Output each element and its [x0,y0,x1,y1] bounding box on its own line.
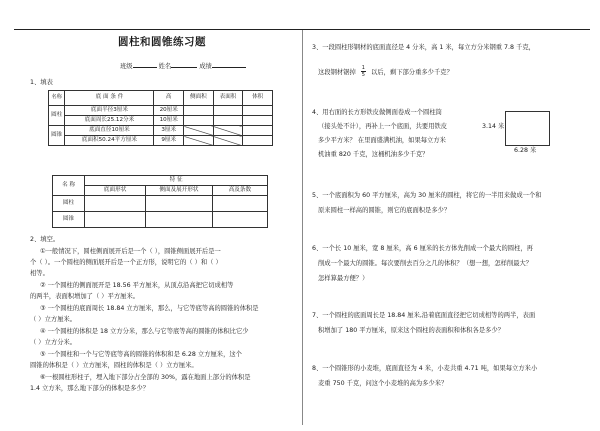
table2-row-cone: 圆锥 [53,212,85,228]
question-8-line2: 麦重 750 千克，问这个小麦堆的高为多少米？ [318,380,448,387]
question-4-line1: 4、用右面的长方形铁皮做侧面卷成一个圆柱筒 [312,109,442,116]
rectangle-sheet [505,111,550,146]
fraction [361,66,366,78]
question-6-line3: 怎样算最方便？） [318,275,369,282]
table-cell: 9厘米 [154,136,184,146]
table-cell: 10厘米 [154,116,184,126]
answer-cell[interactable] [243,116,273,126]
table-features [52,175,268,228]
table2-col-lateral: 侧面及展开形状 [146,186,213,196]
question-3-line2 [318,66,453,78]
table-row [53,196,268,212]
table2-features-label: 特 征 [85,176,268,186]
crossed-cell [184,126,214,136]
question-5-line2: 原来圆柱一样高的圆锥，则它的底面积是多少？ [318,207,451,214]
table-row [49,116,273,126]
fill-line: 的两半，表面积增加了（ ）平方厘米。 [30,293,140,300]
table1-header-lateral: 侧面积 [184,91,214,106]
question-7-line1: 7、一个圆柱的底面周长是 18.84 厘米,沿着底面直径把它切成相等的两半，表面 [312,312,536,319]
table2-col-height: 高及条数 [212,186,267,196]
question-4-line4: 机油重 820 千克，这桶机油多少千克？ [318,151,429,158]
table-row [49,126,273,136]
answer-cell[interactable] [213,116,243,126]
name-blank [171,61,197,68]
fraction-numerator: 1 [361,65,365,71]
question-6-line2: 削成一个最大的圆锥。每次要削去百分之几的体积？（想一想，怎样削最大？ [318,260,533,267]
question-6-line1: 6、一个长 10 厘米，宽 8 厘米，高 6 厘米的长方体先削成一个最大的圆柱，再 [312,245,533,252]
fill-line: 个（ ）。一个圆柱的侧面展开后是一个正方形，说明它的（ ）和（ ） [30,259,222,266]
answer-cell[interactable] [243,136,273,146]
score-label: 成绩 [199,63,212,70]
fill-line: ④ 一个圆柱的体积是 18 立方分米，那么与它等底等高的圆锥的体积比它少 [40,328,249,335]
name-label: 姓名 [158,63,172,70]
question-3-text-a: 这段钢材锯掉 [318,69,356,76]
score-blank [212,61,246,68]
crossed-cell [213,136,243,146]
fill-line: ② 一个圆柱的侧面展开是 18.56 平方厘米，从顶点沿高把它切成相等 [40,282,234,289]
table-cell: 3厘米 [154,126,184,136]
question-7-line2: 积增加了 180 平方厘米，原来这个圆柱的表面积和体积各是多少？ [318,327,505,334]
fill-line: ①一般情况下，圆柱侧面展开后是一个（ ），圆锥侧面展开后是一 [40,248,221,255]
rect-bottom-label: 6.28 米 [514,147,537,154]
table1-header-volume: 体积 [243,91,273,106]
answer-cell[interactable] [85,212,146,228]
table-cell: 底面直径10厘米 [65,126,154,136]
fill-line: ⑥一根圆柱形柱子，埋入地下部分占全部的 30%，露在地面上部分的体积是 [40,374,251,381]
fraction-denominator: 5 [361,72,365,78]
answer-cell[interactable] [243,126,273,136]
table1-header-height: 高 [154,91,184,106]
fill-line: 相等。 [30,270,49,277]
page-title: 圆柱和圆锥练习题 [118,36,206,48]
table2-col-base: 底面形状 [85,186,146,196]
question-8-line1: 8、一个圆锥形的小麦堆，底面直径为 4 米，小麦共重 4.71 吨，如果每立方米小 [312,365,538,372]
answer-cell[interactable] [212,212,267,228]
class-blank [133,61,157,68]
answer-cell[interactable] [146,196,213,212]
answer-cell[interactable] [85,196,146,212]
question-3-text-b: 以后，剩下部分重多少千克？ [371,69,453,76]
answer-cell[interactable] [184,116,214,126]
table-cell: 20厘米 [154,106,184,116]
table-fill-values [48,90,273,146]
fill-line: 圆锥的体积是（ ）立方厘米，圆柱的体积是（ ）立方厘米。 [30,362,198,369]
class-label: 班级 [120,63,133,70]
answer-cell[interactable] [212,196,267,212]
section1-heading: 1、填表 [30,79,53,86]
answer-cell[interactable] [213,106,243,116]
fill-line: ③ 一个圆柱的底面周长 18.84 立方厘米，那么，与它等底等高的圆锥的体积是 [40,305,259,312]
question-5-line1: 5、一个底面积为 60 平方厘米，高为 30 厘米的圆柱，将它的一半用来做成一个和 [312,192,542,199]
fill-line: （ ）立方厘米。 [30,316,77,323]
table1-header-condition: 底 面 条 件 [65,91,154,106]
table-row [49,136,273,146]
fill-line: （ ）立方分米。 [30,339,77,346]
question-4-line3: 多少平方米？ 在里面盛满机油，如果每立方米 [318,137,446,144]
table-cell: 底面半径3厘米 [65,106,154,116]
question-4-line2: （接头处不计），再补上一个底面，共要用铁皮 [318,123,448,130]
fill-line: ⑤ 一个圆柱和一个与它等底等高的圆锥的体积和是 6.28 立方厘米，这个 [40,351,242,358]
table-row [49,106,273,116]
table2-row-cylinder: 圆柱 [53,196,85,212]
rect-side-label: 3.14 米 [482,123,505,130]
table1-group-cylinder: 圆柱 [49,106,65,126]
table2-name-label: 名 称 [53,176,85,196]
table-row [53,212,268,228]
crossed-cell [213,126,243,136]
answer-cell[interactable] [146,212,213,228]
crossed-cell [184,136,214,146]
answer-cell[interactable] [184,106,214,116]
table1-group-cone: 圆锥 [49,126,65,146]
table-cell: 底面周长25.12分米 [65,116,154,126]
section2-heading: 2、填空。 [30,236,60,243]
student-info-line [120,61,246,70]
question-3-line1: 3、一段圆柱形钢材的底面直径是 4 分米，高 1 米，每立方分米钢重 7.8 千克， [312,44,535,51]
table1-header-name: 名称 [49,91,65,106]
column-divider [302,30,303,425]
table-cell: 底面积50.24平方厘米 [65,136,154,146]
fill-line: 1.4 立方米，那么地下部分的体积是多少？ [30,385,150,392]
table1-header-surface: 表面积 [213,91,243,106]
answer-cell[interactable] [243,106,273,116]
